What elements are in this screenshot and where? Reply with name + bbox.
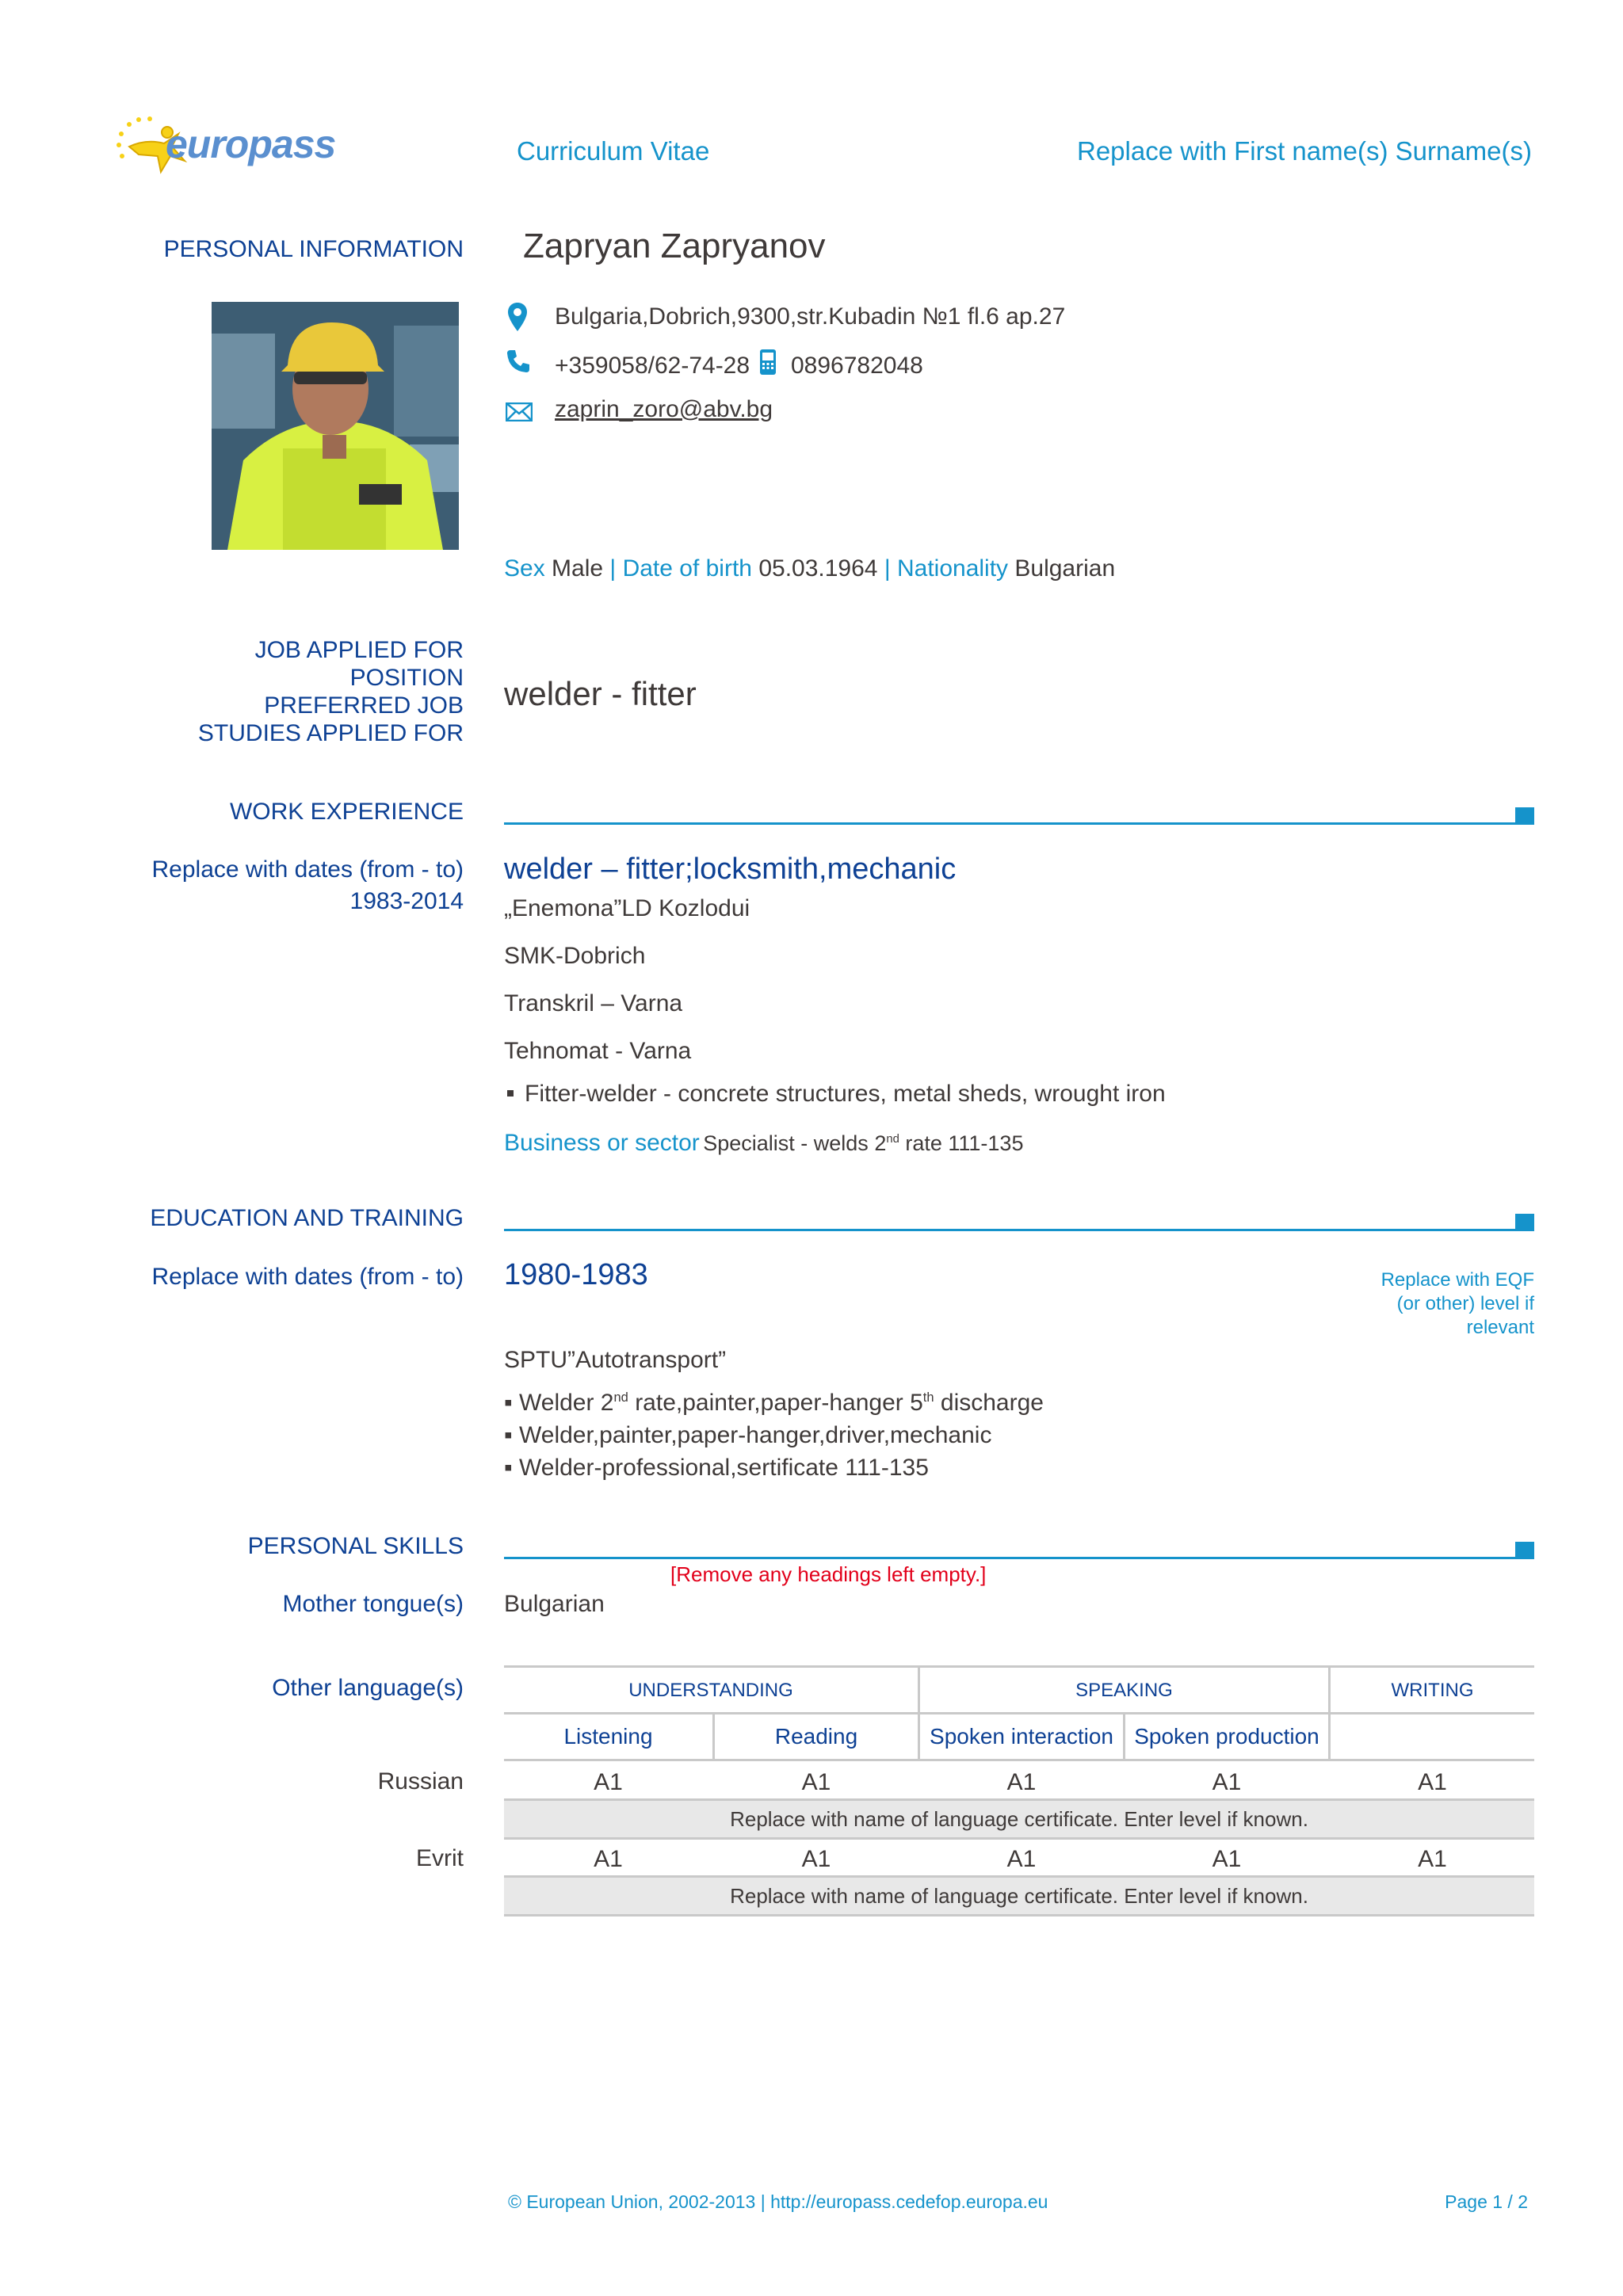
personal-details-line <box>504 555 1115 582</box>
footer-copyright: © European Union, 2002-2013 | http://europass.cedefop.europa.eu <box>508 2191 1048 2212</box>
understanding-header: UNDERSTANDING <box>628 1680 793 1701</box>
personal-information-heading: PERSONAL INFORMATION <box>163 236 464 262</box>
listening-subheader: Listening <box>563 1724 653 1749</box>
phone-icon <box>506 349 531 374</box>
education-title: 1980-1983 <box>504 1258 648 1291</box>
sector-value-text-2: rate 111-135 <box>899 1131 1024 1155</box>
address: Bulgaria,Dobrich,9300,str.Kubadin №1 fl.6 ap.27 <box>555 303 1066 330</box>
dob-value: 05.03.1964 <box>758 555 878 582</box>
employer-1: „Enemona”LD Kozlodui <box>504 895 750 921</box>
education-divider <box>504 1229 1520 1231</box>
name-placeholder: Replace with First name(s) Surname(s) <box>1077 136 1532 166</box>
europass-logo <box>115 115 337 178</box>
sex-label: Sex <box>504 555 545 582</box>
level-cell: A1 <box>594 1769 623 1795</box>
work-experience-divider <box>504 822 1520 825</box>
email-link[interactable]: zaprin_zoro@abv.bg <box>555 396 773 422</box>
level-cell: A1 <box>1006 1846 1037 1872</box>
education-bullet-2: ▪ Welder,painter,paper-hanger,driver,mechanic <box>504 1422 992 1448</box>
level-cell: A1 <box>801 1769 831 1795</box>
europass-logo-text: europass <box>166 122 336 166</box>
mobile-phone-icon <box>759 349 777 376</box>
profile-photo <box>212 302 459 550</box>
job-applied-label-2: POSITION <box>349 665 464 691</box>
work-dates-value: 1983-2014 <box>349 888 464 914</box>
cv-title: Curriculum Vitae <box>517 136 710 166</box>
education-heading: EDUCATION AND TRAINING <box>150 1205 464 1231</box>
nationality-label: Nationality <box>896 555 1009 582</box>
bullet-text-2: rate,painter,paper-hanger 5 <box>628 1390 923 1416</box>
education-dates-label: Replace with dates (from - to) <box>151 1264 464 1290</box>
reading-subheader: Reading <box>774 1724 858 1749</box>
sex-value: Male <box>552 555 604 582</box>
job-applied-label-4: STUDIES APPLIED FOR <box>197 720 464 746</box>
other-languages-label: Other language(s) <box>272 1675 464 1701</box>
job-applied-value: welder - fitter <box>504 675 697 712</box>
employer-4: Tehnomat - Varna <box>504 1038 692 1064</box>
level-cell: A1 <box>801 1846 831 1872</box>
dob-label: Date of birth <box>622 555 752 582</box>
education-bullet-1: ▪ Welder 2nd rate,painter,paper-hanger 5th discharge <box>504 1390 1044 1416</box>
work-dates-label: Replace with dates (from - to) <box>151 856 464 883</box>
eqf-line-3: relevant <box>1466 1317 1534 1338</box>
education-square-marker <box>1515 1214 1534 1231</box>
language-certificate-placeholder: Replace with name of language certificate. Enter level if known. <box>504 1801 1534 1837</box>
spoken-interaction-subheader: Spoken interaction <box>930 1724 1113 1749</box>
work-title: welder – fitter;locksmith,mechanic <box>504 852 957 886</box>
sector-label: Business or sector <box>504 1130 700 1156</box>
eqf-line-1: Replace with EQF <box>1381 1269 1534 1291</box>
mother-tongue-value: Bulgarian <box>504 1591 605 1617</box>
bullet-sup-2: th <box>922 1390 934 1405</box>
bullet-text: Welder-professional,sertificate 111-135 <box>518 1455 929 1481</box>
separator: | <box>884 555 891 582</box>
language-certificate-placeholder: Replace with name of language certificate. Enter level if known. <box>504 1878 1534 1914</box>
language-name-evrit: Evrit <box>416 1845 464 1871</box>
nationality-value: Bulgarian <box>1014 555 1116 582</box>
spoken-production-subheader: Spoken production <box>1134 1724 1319 1749</box>
remove-headings-note: [Remove any headings left empty.] <box>670 1562 987 1586</box>
mother-tongue-label: Mother tongue(s) <box>282 1591 464 1617</box>
email-envelope-icon <box>506 402 533 421</box>
sector-value-sup: nd <box>886 1133 899 1146</box>
table-rule <box>504 1665 1534 1668</box>
job-applied-label-1: JOB APPLIED FOR <box>254 637 464 663</box>
personal-skills-square-marker <box>1515 1542 1534 1559</box>
table-rule <box>504 1914 1534 1917</box>
level-cell: A1 <box>1212 1769 1242 1795</box>
sector-value <box>703 1131 1023 1155</box>
work-experience-heading: WORK EXPERIENCE <box>229 799 464 825</box>
bullet-sup: nd <box>613 1390 628 1405</box>
table-rule <box>504 1837 1534 1840</box>
table-rule <box>504 1759 1534 1761</box>
phone-number: +359058/62-74-28 <box>555 353 750 379</box>
footer-page-number: Page 1 / 2 <box>1445 2191 1528 2212</box>
sector-line <box>504 1130 1023 1157</box>
eqf-line-2: (or other) level if <box>1396 1293 1534 1314</box>
level-cell: A1 <box>1418 1769 1447 1795</box>
language-name-russian: Russian <box>377 1768 464 1794</box>
writing-header: WRITING <box>1391 1680 1474 1701</box>
employer-3: Transkril – Varna <box>504 990 683 1016</box>
work-bullet: Fitter-welder - concrete structures, metal sheds, wrought iron <box>525 1081 1166 1107</box>
level-cell: A1 <box>1212 1846 1242 1872</box>
education-bullet-3: ▪ Welder-professional,sertificate 111-135 <box>504 1455 929 1481</box>
mobile-number: 0896782048 <box>791 353 923 379</box>
employer-2: SMK-Dobrich <box>504 943 646 969</box>
full-name: Zapryan Zapryanov <box>523 227 826 265</box>
sector-value-text: Specialist - welds 2 <box>703 1131 887 1155</box>
bullet-text: Welder,painter,paper-hanger,driver,mechanic <box>518 1422 992 1448</box>
personal-skills-heading: PERSONAL SKILLS <box>247 1533 464 1559</box>
speaking-header: SPEAKING <box>1075 1680 1173 1701</box>
table-rule <box>504 1712 1534 1714</box>
personal-skills-divider <box>504 1557 1520 1559</box>
location-pin-icon <box>508 303 527 331</box>
level-cell: A1 <box>1418 1846 1447 1872</box>
level-cell: A1 <box>1006 1769 1037 1795</box>
work-experience-square-marker <box>1515 807 1534 825</box>
job-applied-label-3: PREFERRED JOB <box>264 692 464 719</box>
level-cell: A1 <box>594 1846 623 1872</box>
bullet-square <box>507 1090 514 1097</box>
education-school: SPTU”Autotransport” <box>504 1347 727 1373</box>
separator: | <box>609 555 617 582</box>
bullet-text: Welder 2 <box>518 1390 614 1416</box>
bullet-text-3: discharge <box>934 1390 1044 1416</box>
